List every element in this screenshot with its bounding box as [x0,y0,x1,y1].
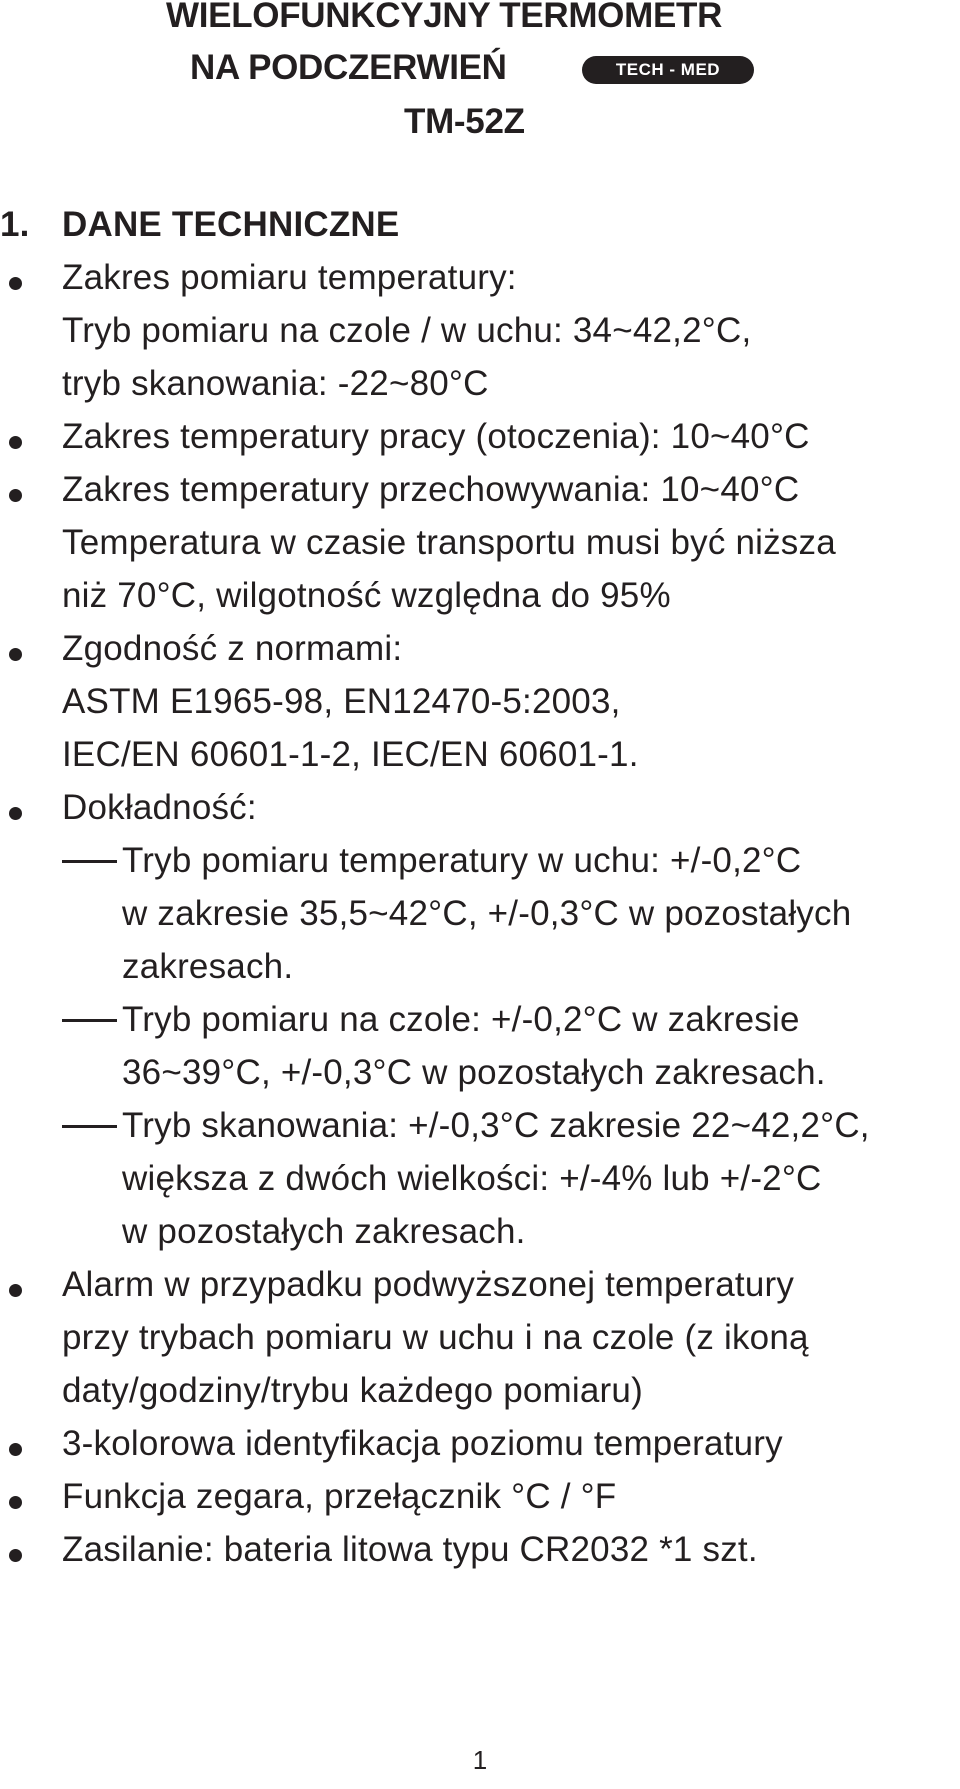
bullet-icon [9,1549,22,1562]
bullet-icon [9,807,22,820]
spec-line: niż 70°C, wilgotność względna do 95% [62,576,671,615]
spec-line: Zakres pomiaru temperatury: [62,258,517,297]
bullet-icon [9,436,22,449]
brand-badge: TECH - MED [582,56,754,84]
spec-line: IEC/EN 60601-1-2, IEC/EN 60601-1. [62,735,639,774]
spec-line: Funkcja zegara, przełącznik °C / °F [62,1477,617,1516]
bullet-icon [9,1284,22,1297]
accuracy-line: Tryb pomiaru na czole: +/-0,2°C w zakresie [122,1000,800,1039]
accuracy-line: 36~39°C, +/-0,3°C w pozostałych zakresach. [122,1053,826,1092]
spec-line: Alarm w przypadku podwyższonej temperatury [62,1265,795,1304]
spec-line: Temperatura w czasie transportu musi być niższa [62,523,836,562]
bullet-icon [9,1443,22,1456]
spec-line: Zakres temperatury pracy (otoczenia): 10~40°C [62,417,810,456]
spec-line: Dokładność: [62,788,257,827]
spec-line: Zgodność z normami: [62,629,403,668]
dash-icon [62,860,117,863]
spec-line: ASTM E1965-98, EN12470-5:2003, [62,682,621,721]
section-heading: DANE TECHNICZNE [62,205,400,244]
accuracy-line: Tryb pomiaru temperatury w uchu: +/-0,2°C [122,841,802,880]
accuracy-line: większa z dwóch wielkości: +/-4% lub +/-2°C [122,1159,822,1198]
dash-icon [62,1019,117,1022]
model-number: TM-52Z [404,102,525,141]
spec-line: Tryb pomiaru na czole / w uchu: 34~42,2°C, [62,311,752,350]
spec-line: tryb skanowania: -22~80°C [62,364,489,403]
spec-line: przy trybach pomiaru w uchu i na czole (z ikoną [62,1318,809,1357]
spec-line: Zakres temperatury przechowywania: 10~40°C [62,470,800,509]
accuracy-line: zakresach. [122,947,294,986]
accuracy-line: Tryb skanowania: +/-0,3°C zakresie 22~42,2°C, [122,1106,870,1145]
accuracy-line: w zakresie 35,5~42°C, +/-0,3°C w pozostałych [122,894,852,933]
dash-icon [62,1125,117,1128]
document-title-line-2: NA PODCZERWIEŃ [190,48,507,87]
page-number: 1 [472,1745,488,1775]
bullet-icon [9,648,22,661]
spec-line: 3-kolorowa identyfikacja poziomu temperatury [62,1424,783,1463]
accuracy-line: w pozostałych zakresach. [122,1212,526,1251]
spec-line: Zasilanie: bateria litowa typu CR2032 *1 szt. [62,1530,758,1569]
section-number: 1. [0,205,30,244]
spec-line: daty/godziny/trybu każdego pomiaru) [62,1371,643,1410]
bullet-icon [9,1496,22,1509]
bullet-icon [9,489,22,502]
document-title-line-1: WIELOFUNKCYJNY TERMOMETR [166,0,723,35]
bullet-icon [9,277,22,290]
